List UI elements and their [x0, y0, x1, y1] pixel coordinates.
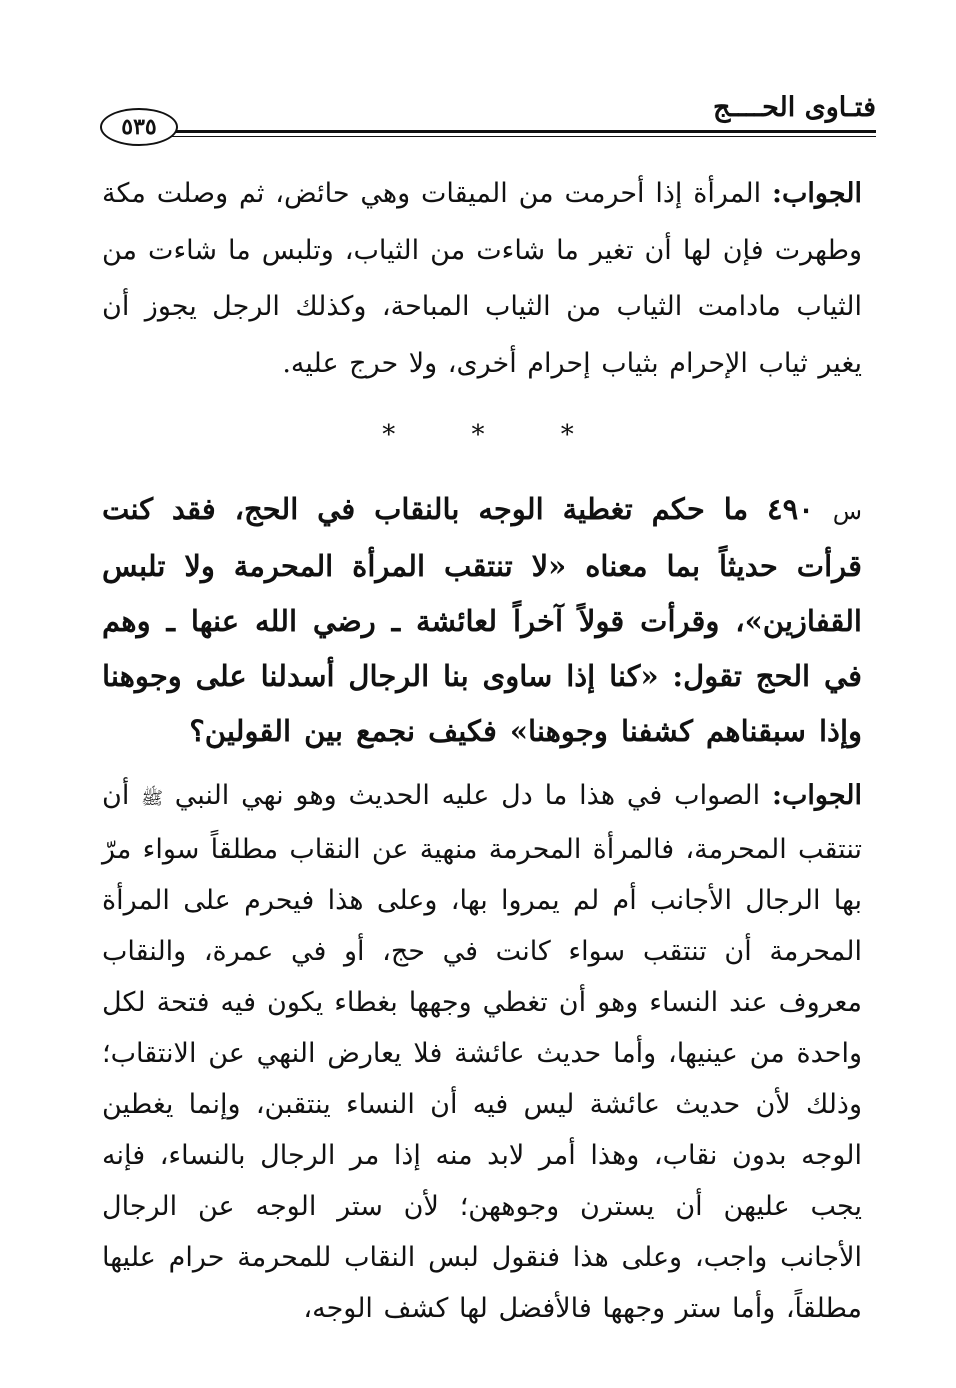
question-text: ما حكم تغطية الوجه بالنقاب في الحج، فقد كنت قرأت حديثاً بما معناه «لا تنتقب المرأة المحرمة ولا تلبس القفازين»، وقرأت قولاً آخراً لعائشة ـ رضي الله عنها ـ وهم في الحج تقول: «كنا إذا ساوى بنا الرجال أسدلنا على وجوهنا وإذا سبقناهم كشفنا وجوهنا» فكيف نجمع بين القولين؟: [102, 492, 862, 748]
section-separator: * * *: [382, 420, 608, 450]
book-title: فتـاوى الحــــج: [713, 92, 876, 123]
answer-text-part1: الصواب في هذا ما دل عليه الحديث وهو نهي النبي: [174, 780, 761, 811]
question-490: [102, 482, 862, 759]
question-number: ٤٩٠: [767, 492, 814, 526]
previous-answer: [102, 166, 862, 392]
answer-text-part2: أن تنتقب المحرمة، فالمرأة المحرمة منهية عن النقاب مطلقاً سواء مرّ بها الرجال الأجانب أم لم يمروا بها، وعلى هذا فيحرم على المرأة المحرمة أن تنتقب سواء كانت في حج، أو في عمرة، والنقاب معروف عند النساء وهو أن تغطي وجهها بغطاء يكون فيه فتحة لكل واحدة من عينيها، وأما حديث عائشة فلا يعارض النهي عن الانتقاب؛ وذلك لأن حديث عائشة ليس فيه أن النساء ينتقبن، وإنما يغطين الوجه بدون نقاب، وهذا أمر لابد منه إذا مر الرجال بالنساء، فإنه يجب عليهن أن يسترن وجوههن؛ لأن ستر الوجه عن الرجال الأجانب واجب، وعلى هذا فنقول لبس النقاب للمحرمة حرام عليها مطلقاً، وأما ستر وجهها فالأفضل لها كشف الوجه،: [102, 780, 862, 1324]
question-marker: س: [832, 497, 862, 525]
answer-label: الجواب:: [772, 780, 863, 811]
page-number: [100, 108, 178, 146]
answer-label: الجواب:: [772, 178, 862, 209]
header-rule-thick: [162, 130, 876, 133]
page-header: [100, 92, 876, 148]
previous-answer-text: المرأة إذا أحرمت من الميقات وهي حائض، ثم وصلت مكة وطهرت فإن لها أن تغير ما شاءت من الثياب، وتلبس ما شاءت من الثياب مادامت الثياب من الثياب المباحة، وكذلك الرجل يجوز أن يغير ثياب الإحرام بثياب إحرام أخرى، ولا حرج عليه.: [102, 178, 862, 379]
salutation-glyph: ﷺ: [141, 788, 163, 809]
header-rule-thin: [162, 136, 876, 137]
answer-490: [102, 770, 862, 1334]
page-number-text: ٥٣٥: [121, 114, 157, 140]
